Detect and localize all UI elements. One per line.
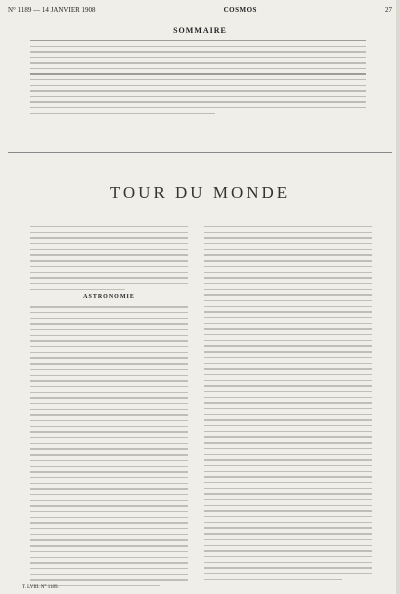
section-heading: ASTRONOMIE xyxy=(83,294,135,301)
issue-info: N° 1189 — 14 JANVIER 1908 xyxy=(8,6,96,14)
right-column-text xyxy=(204,226,372,584)
page-edge xyxy=(396,0,400,594)
page-footer xyxy=(8,583,392,592)
journal-name: COSMOS xyxy=(223,6,257,14)
sommaire-text-block xyxy=(30,40,366,141)
footer-volume: T. LVIII. N° 1189. xyxy=(22,585,59,590)
page-header xyxy=(8,4,392,16)
page-number: 27 xyxy=(384,6,392,14)
sommaire-title: SOMMAIRE xyxy=(173,26,227,35)
section-title: TOUR DU MONDE xyxy=(109,183,291,202)
top-divider xyxy=(8,152,392,153)
left-column-text xyxy=(30,226,188,591)
